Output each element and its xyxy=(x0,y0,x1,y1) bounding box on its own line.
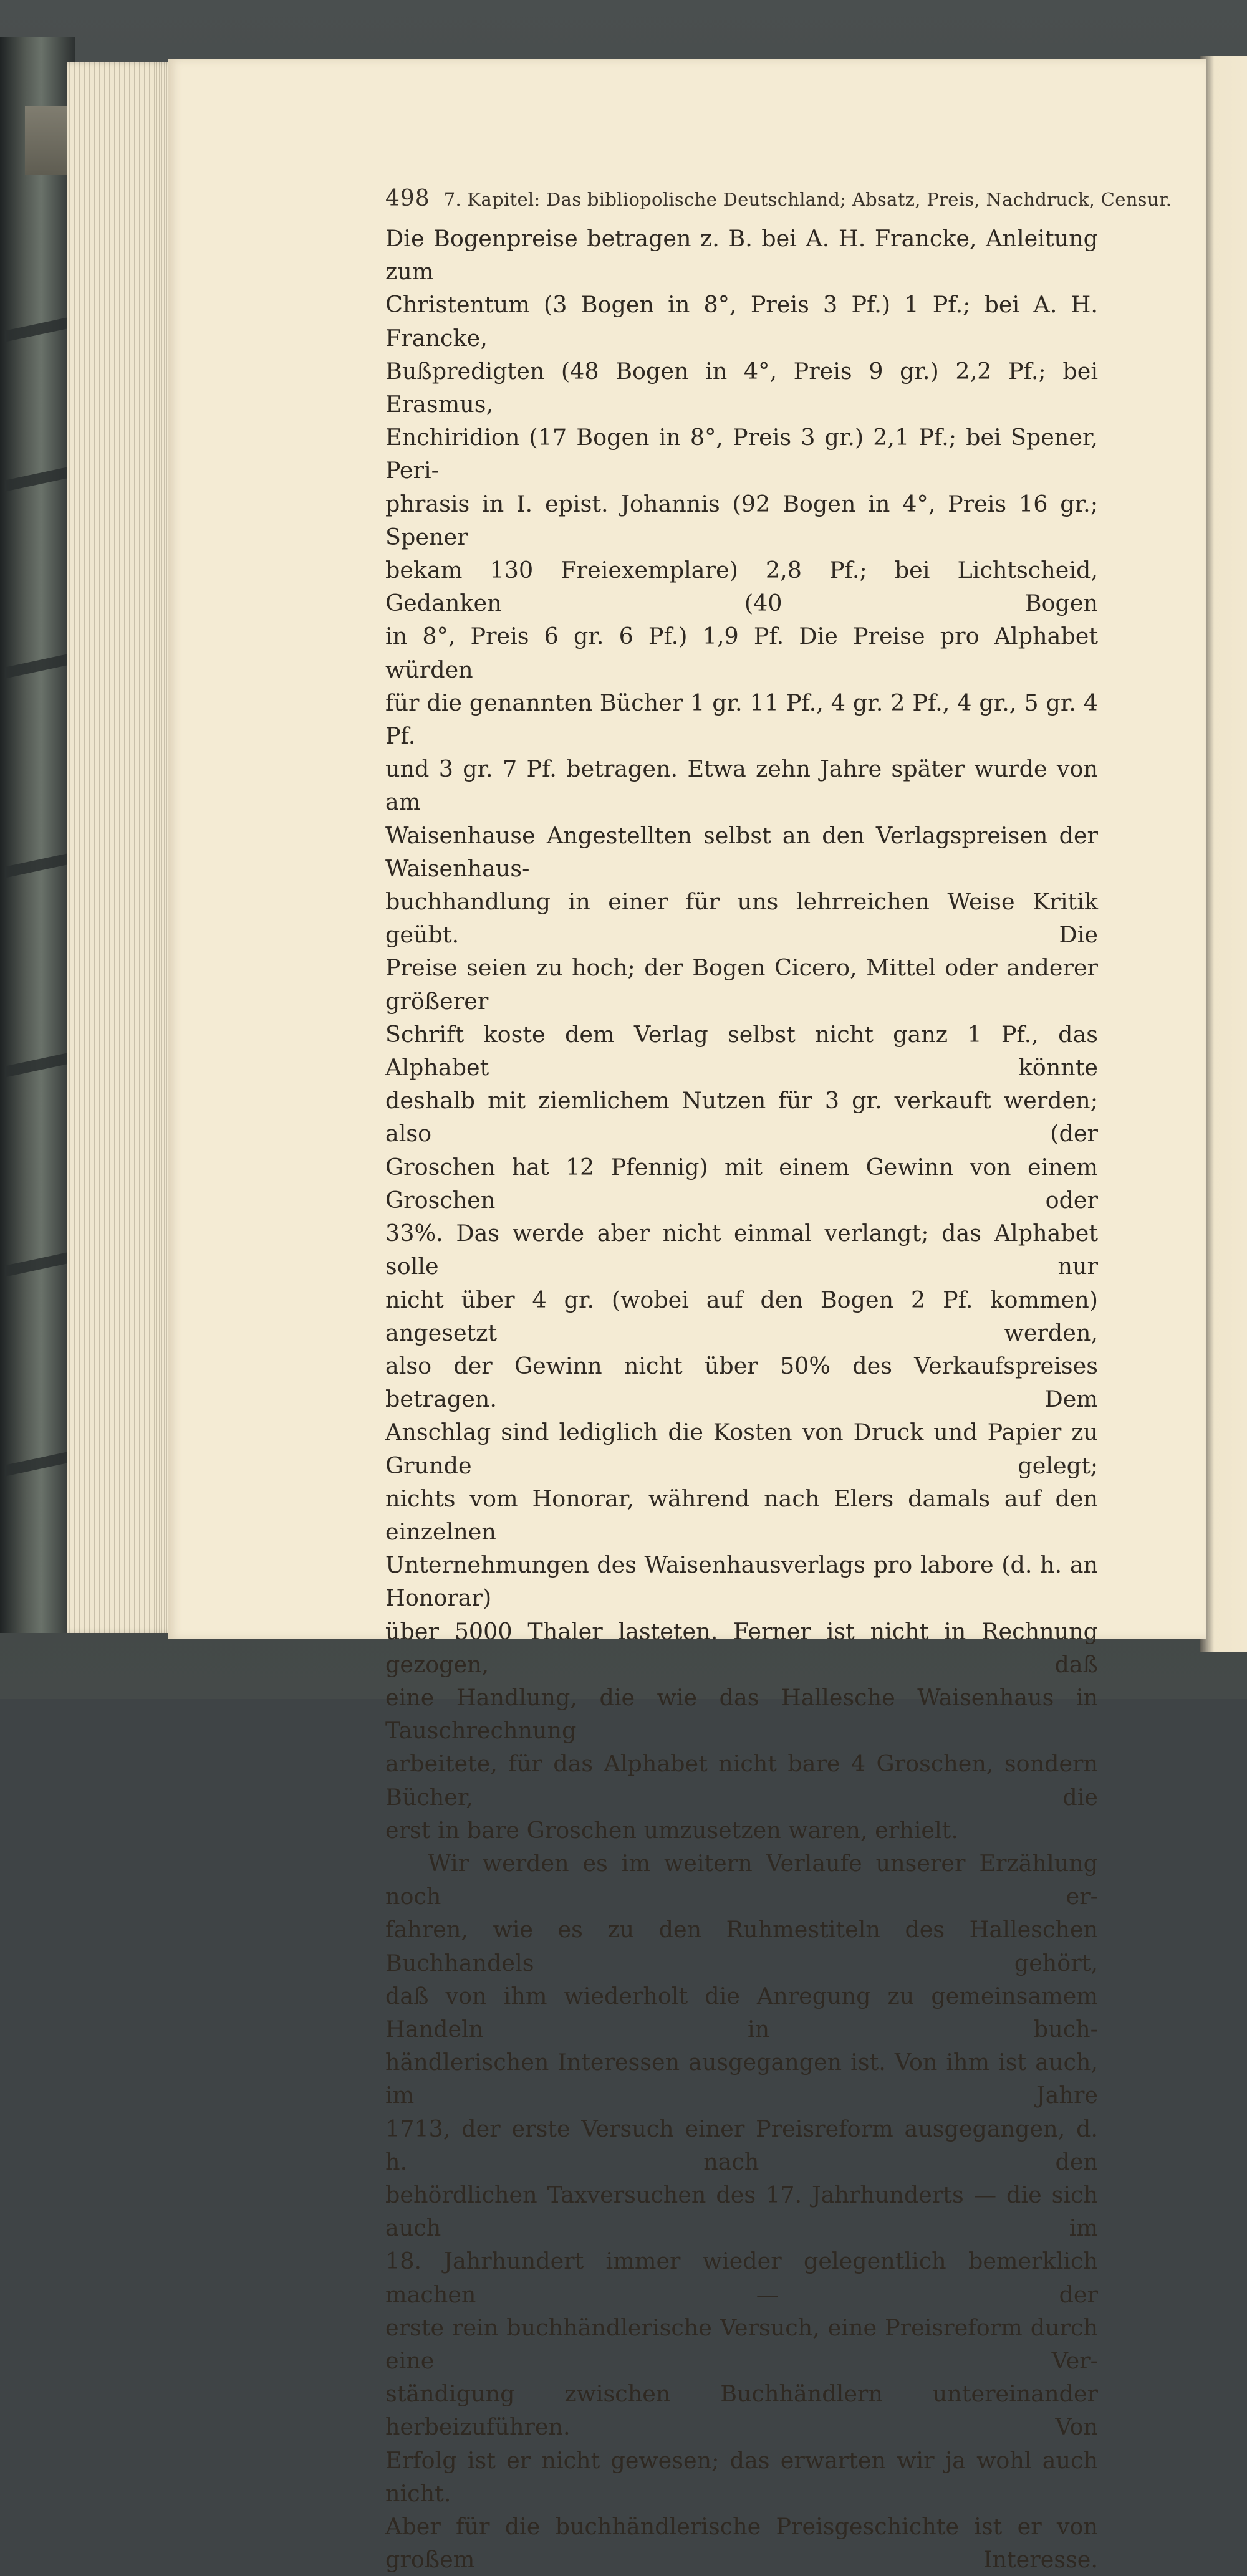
text-line: 33%. Das werde aber nicht einmal verlangt; das Alphabet solle nur xyxy=(385,1220,1098,1280)
text-line: arbeitete, für das Alphabet nicht bare 4 Groschen, sondern Bücher, die xyxy=(385,1750,1098,1811)
text-line: nicht über 4 gr. (wobei auf den Bogen 2 Pf. kommen) angesetzt werden, xyxy=(385,1286,1098,1346)
text-line: Wir werden es im weitern Verlaufe unserer Erzählung noch er- xyxy=(385,1849,1098,1910)
binding-stripe xyxy=(5,853,67,878)
text-line: in 8°, Preis 6 gr. 6 Pf.) 1,9 Pf. Die Preise pro Alphabet würden xyxy=(385,623,1098,683)
text-line: deshalb mit ziemlichem Nutzen für 3 gr. verkauft werden; also (der xyxy=(385,1087,1098,1147)
book-cover-binding xyxy=(0,37,75,1633)
text-line: behördlichen Taxversuchen des 17. Jahrhunderts — die sich auch im xyxy=(385,2181,1098,2242)
text-line: Aber für die buchhändlerische Preisgeschichte ist er von großem Interesse. xyxy=(385,2513,1098,2574)
text-line: Waisenhause Angestellten selbst an den Verlagspreisen der Waisenhaus- xyxy=(385,821,1098,882)
page-header xyxy=(385,186,1172,211)
text-line: phrasis in I. epist. Johannis (92 Bogen in 4°, Preis 16 gr.; Spener xyxy=(385,490,1098,550)
body-text xyxy=(385,222,1098,2576)
text-line: 1713, der erste Versuch einer Preisreform ausgegangen, d. h. nach den xyxy=(385,2115,1098,2175)
next-page-edge xyxy=(1200,56,1247,1652)
text-line: 18. Jahrhundert immer wieder gelegentlich bemerklich machen — der xyxy=(385,2248,1098,2308)
page-number: 498 xyxy=(385,186,430,211)
binding-stripe xyxy=(5,467,67,491)
text-line: buchhandlung in einer für uns lehrreichen Weise Kritik geübt. Die xyxy=(385,888,1098,949)
running-head: 7. Kapitel: Das bibliopolische Deutschland; Absatz, Preis, Nachdruck, Censur. xyxy=(443,189,1172,210)
text-line: fahren, wie es zu den Ruhmestiteln des Halleschen Buchhandels gehört, xyxy=(385,1916,1098,1976)
text-line: Unternehmungen des Waisenhausverlags pro labore (d. h. an Honorar) xyxy=(385,1551,1098,1612)
cover-corner-leather xyxy=(25,106,72,175)
text-line: für die genannten Bücher 1 gr. 11 Pf., 4 gr. 2 Pf., 4 gr., 5 gr. 4 Pf. xyxy=(385,689,1098,750)
text-line: Erfolg ist er nicht gewesen; das erwarten wir ja wohl auch nicht. xyxy=(385,2446,1098,2507)
paragraph-2 xyxy=(385,1847,1098,2576)
binding-stripe xyxy=(5,1452,67,1476)
text-line: Die Bogenpreise betragen z. B. bei A. H. Francke, Anleitung zum xyxy=(385,225,1098,285)
text-line: Preise seien zu hoch; der Bogen Cicero, Mittel oder anderer größerer xyxy=(385,954,1098,1015)
text-line: Anschlag sind lediglich die Kosten von Druck und Papier zu Grunde gelegt; xyxy=(385,1419,1098,1479)
binding-stripe xyxy=(5,654,67,678)
text-line: über 5000 Thaler lasteten. Ferner ist nicht in Rechnung gezogen, daß xyxy=(385,1617,1098,1678)
text-line: daß von ihm wiederholt die Anregung zu gemeinsamem Handeln in buch- xyxy=(385,1982,1098,2042)
text-line: ständigung zwischen Buchhändlern untereinander herbeizuführen. Von xyxy=(385,2380,1098,2441)
text-line: Christentum (3 Bogen in 8°, Preis 3 Pf.) 1 Pf.; bei A. H. Francke, xyxy=(385,291,1098,352)
text-line: Groschen hat 12 Pfennig) mit einem Gewinn von einem Groschen oder xyxy=(385,1153,1098,1214)
binding-stripe xyxy=(5,317,67,342)
text-line: Schrift koste dem Verlag selbst nicht ganz 1 Pf., das Alphabet könnte xyxy=(385,1020,1098,1081)
binding-stripe xyxy=(5,1252,67,1276)
text-line: erste rein buchhändlerische Versuch, eine Preisreform durch eine Ver- xyxy=(385,2314,1098,2374)
paragraph-1 xyxy=(385,222,1098,1847)
text-line: Bußpredigten (48 Bogen in 4°, Preis 9 gr.) 2,2 Pf.; bei Erasmus, xyxy=(385,357,1098,418)
page-edges xyxy=(67,62,180,1633)
text-line: bekam 130 Freiexemplare) 2,8 Pf.; bei Lichtscheid, Gedanken (40 Bogen xyxy=(385,557,1098,617)
text-line: Enchiridion (17 Bogen in 8°, Preis 3 gr.) 2,1 Pf.; bei Spener, Peri- xyxy=(385,424,1098,484)
text-line: eine Handlung, die wie das Hallesche Waisenhaus in Tauschrechnung xyxy=(385,1683,1098,1745)
text-line: händlerischen Interessen ausgegangen ist. Von ihm ist auch, im Jahre xyxy=(385,2049,1098,2109)
text-line: erst in bare Groschen umzusetzen waren, erhielt. xyxy=(385,1816,958,1844)
text-line: also der Gewinn nicht über 50% des Verkaufspreises betragen. Dem xyxy=(385,1352,1098,1413)
text-line: und 3 gr. 7 Pf. betragen. Etwa zehn Jahre später wurde von am xyxy=(385,755,1098,816)
binding-stripe xyxy=(5,1053,67,1077)
text-line: nichts vom Honorar, während nach Elers damals auf den einzelnen xyxy=(385,1485,1098,1545)
